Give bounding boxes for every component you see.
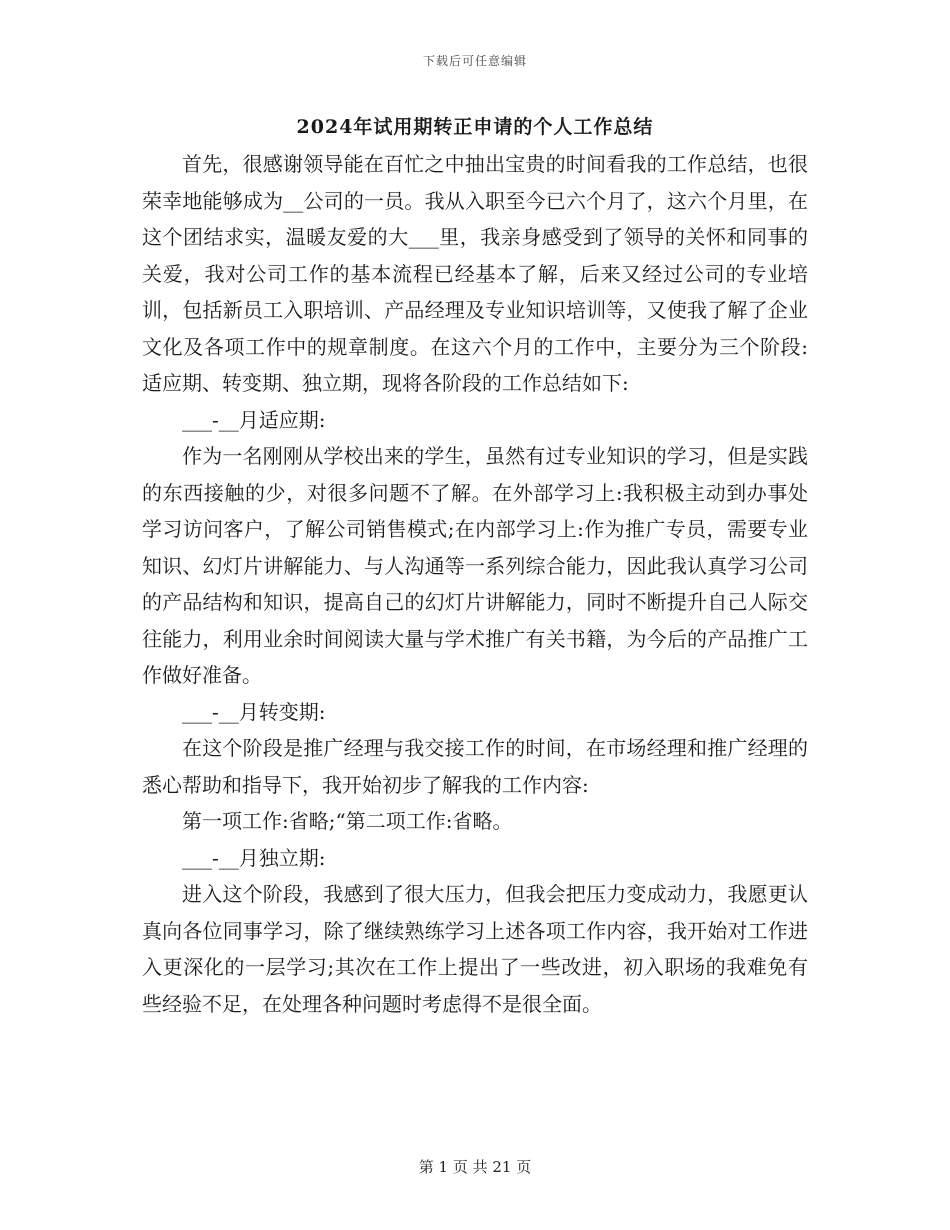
paragraph-adaptation: 作为一名刚刚从学校出来的学生，虽然有过专业知识的学习，但是实践的东西接触的少，对很多问题不了解。在外部学习上:我积极主动到办事处学习访问客户，了解公司销售模式;在内部学习上:作为推广专员，需要专业知识、幻灯片讲解能力、与人沟通等一系列综合能力，因此我认真学习公司的产品结构和知识，提高自己的幻灯片讲解能力，同时不断提升自己人际交往能力，利用业余时间阅读大量与学术推广有关书籍，为今后的产品推广工作做好准备。: [142, 444, 808, 687]
section-heading-independence: ___-__月独立期:: [182, 845, 326, 870]
paragraph-intro: 首先，很感谢领导能在百忙之中抽出宝贵的时间看我的工作总结，也很荣幸地能够成为__公司的一员。我从入职至今已六个月了，这六个月里，在这个团结求实，温暖友爱的大___里，我亲身感受到了领导的关怀和同事的关爱，我对公司工作的基本流程已经基本了解，后来又经过公司的专业培训，包括新员工入职培训、产品经理及专业知识培训等，又使我了解了企业文化及各项工作中的规章制度。在这六个月的工作中，主要分为三个阶段:适应期、转变期、独立期，现将各阶段的工作总结如下:: [142, 152, 808, 395]
paragraph-transition: 在这个阶段是推广经理与我交接工作的时间，在市场经理和推广经理的悉心帮助和指导下，我开始初步了解我的工作内容:: [142, 736, 808, 797]
section-heading-transition: ___-__月转变期:: [182, 699, 326, 724]
page-header-note: 下载后可任意编辑: [422, 54, 527, 68]
document-body: [142, 146, 808, 1022]
paragraph-work-items: 第一项工作:省略;“第二项工作:省略。: [182, 809, 513, 833]
page-number-footer: 第 1 页 共 21 页: [418, 1158, 532, 1176]
paragraph-independence: 进入这个阶段，我感到了很大压力，但我会把压力变成动力，我愿更认真向各位同事学习，除了继续熟练学习上述各项工作内容，我开始对工作进入更深化的一层学习;其次在工作上提出了一些改进，初入职场的我难免有些经验不足，在处理各种问题时考虑得不是很全面。: [142, 882, 808, 1016]
section-heading-adaptation: ___-__月适应期:: [182, 407, 326, 432]
document-title: 2024年试用期转正申请的个人工作总结: [296, 116, 654, 138]
